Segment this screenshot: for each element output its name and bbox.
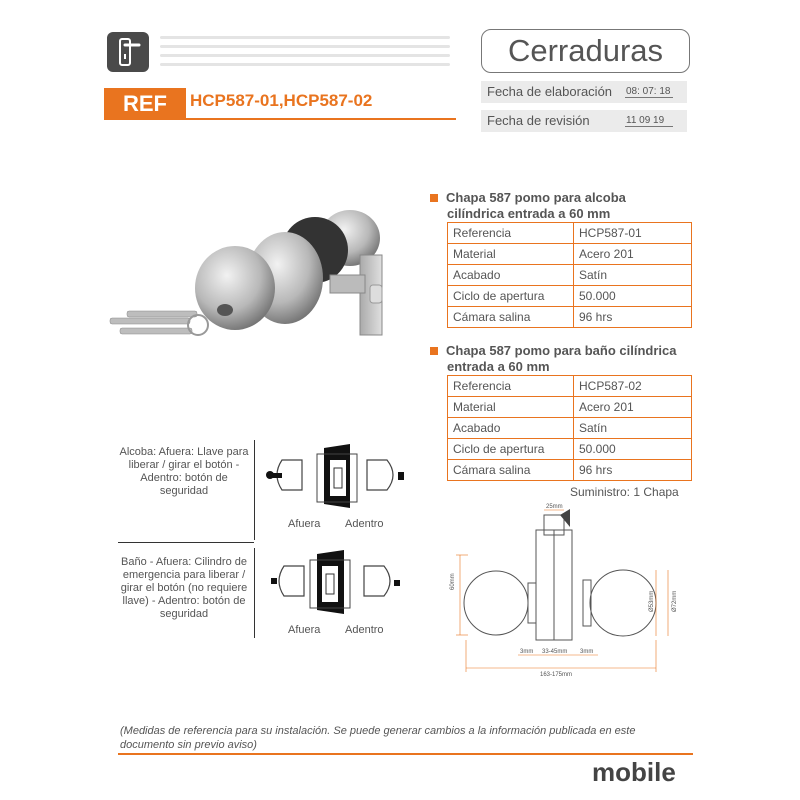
spec-key: Material (448, 397, 574, 418)
fecha-elaboracion-label: Fecha de elaboración (487, 84, 613, 99)
spec-value: HCP587-01 (574, 223, 692, 244)
bullet-icon (430, 347, 438, 355)
product-photo (105, 200, 395, 355)
bano-description: Baño - Afuera: Cilindro de emergencia para liberar / girar el botón (no requiere llave) - Adentro: botón de seguridad (120, 556, 248, 620)
dim-33: 33-45mm (542, 649, 568, 655)
spec-key: Acabado (448, 265, 574, 286)
spec-key: Cámara salina (448, 460, 574, 481)
product2-title (430, 343, 700, 375)
table-row (448, 286, 692, 307)
ref-underline (186, 118, 456, 120)
spec-value: 96 hrs (574, 307, 692, 328)
fecha-revision-label: Fecha de revisión (487, 113, 590, 128)
footer-note: (Medidas de referencia para su instalación. Se puede generar cambios a la información publicada en este documento sin previo aviso) (120, 725, 636, 751)
fecha-revision-row (481, 110, 687, 132)
fecha-revision-value: 11 09 19 (626, 115, 665, 126)
spec-key: Material (448, 244, 574, 265)
spec-key: Ciclo de apertura (448, 286, 574, 307)
spec-value: Acero 201 (574, 397, 692, 418)
instructions-divider (118, 542, 254, 543)
bullet-icon (430, 194, 438, 202)
fecha-elaboracion-row (481, 81, 687, 103)
table-row (448, 397, 692, 418)
alcoba-instructions (118, 440, 255, 540)
spec-key: Referencia (448, 376, 574, 397)
ref-label: REF (104, 88, 186, 120)
ref-value: HCP587-01,HCP587-02 (190, 91, 373, 110)
dim-3b: 3mm (580, 649, 594, 655)
alcoba-adentro-label: Adentro (345, 518, 384, 530)
spec-key: Cámara salina (448, 307, 574, 328)
dim-163: 163-175mm (540, 672, 573, 678)
fecha-elaboracion-underline (625, 97, 673, 98)
product1-title-line1: Chapa 587 pomo para alcoba (446, 190, 626, 205)
product1-title-line2: cilíndrica entrada a 60 mm (447, 206, 611, 221)
fecha-elaboracion-value: 08: 07: 18 (626, 86, 671, 97)
dim-72: Ø72mm (672, 590, 678, 612)
alcoba-description: Alcoba: Afuera: Llave para liberar / girar el botón - Adentro: botón de seguridad (119, 446, 249, 497)
bano-afuera-label: Afuera (288, 624, 321, 636)
spec-value: 50.000 (574, 286, 692, 307)
table-row (448, 418, 692, 439)
dim-3a: 3mm (520, 649, 534, 655)
spec-value: Satín (574, 265, 692, 286)
lock-handle-icon (107, 32, 149, 72)
dim-25: 25mm (546, 504, 563, 510)
dim-53: Ø53mm (649, 590, 655, 612)
fecha-revision-underline (625, 126, 673, 127)
page-title: Cerraduras (481, 29, 690, 73)
product1-spec-table (447, 222, 692, 328)
dim-60: 60mm (450, 573, 456, 590)
table-row (448, 307, 692, 328)
table-row (448, 439, 692, 460)
bano-diagram (262, 548, 412, 628)
bano-adentro-label: Adentro (345, 624, 384, 636)
footer-divider (118, 753, 693, 755)
alcoba-afuera-label: Afuera (288, 518, 321, 530)
spec-key: Ciclo de apertura (448, 439, 574, 460)
table-row (448, 244, 692, 265)
bano-instructions (118, 548, 255, 638)
alcoba-diagram (262, 440, 412, 520)
spec-value: Acero 201 (574, 244, 692, 265)
product1-title (430, 190, 700, 222)
spec-value: HCP587-02 (574, 376, 692, 397)
table-row (448, 265, 692, 286)
product2-spec-table (447, 375, 692, 481)
spec-value: Satín (574, 418, 692, 439)
spec-key: Referencia (448, 223, 574, 244)
dimension-drawing (448, 500, 693, 690)
spec-value: 50.000 (574, 439, 692, 460)
spec-key: Acabado (448, 418, 574, 439)
spec-value: 96 hrs (574, 460, 692, 481)
product2-title-line1: Chapa 587 pomo para baño cilíndrica (446, 343, 677, 358)
product2-title-line2: entrada a 60 mm (447, 359, 550, 374)
table-row (448, 223, 692, 244)
table-row (448, 460, 692, 481)
suministro-text: Suministro: 1 Chapa (570, 485, 679, 499)
brand-logo: mobile (592, 757, 676, 787)
header-stripes (160, 36, 450, 66)
table-row (448, 376, 692, 397)
